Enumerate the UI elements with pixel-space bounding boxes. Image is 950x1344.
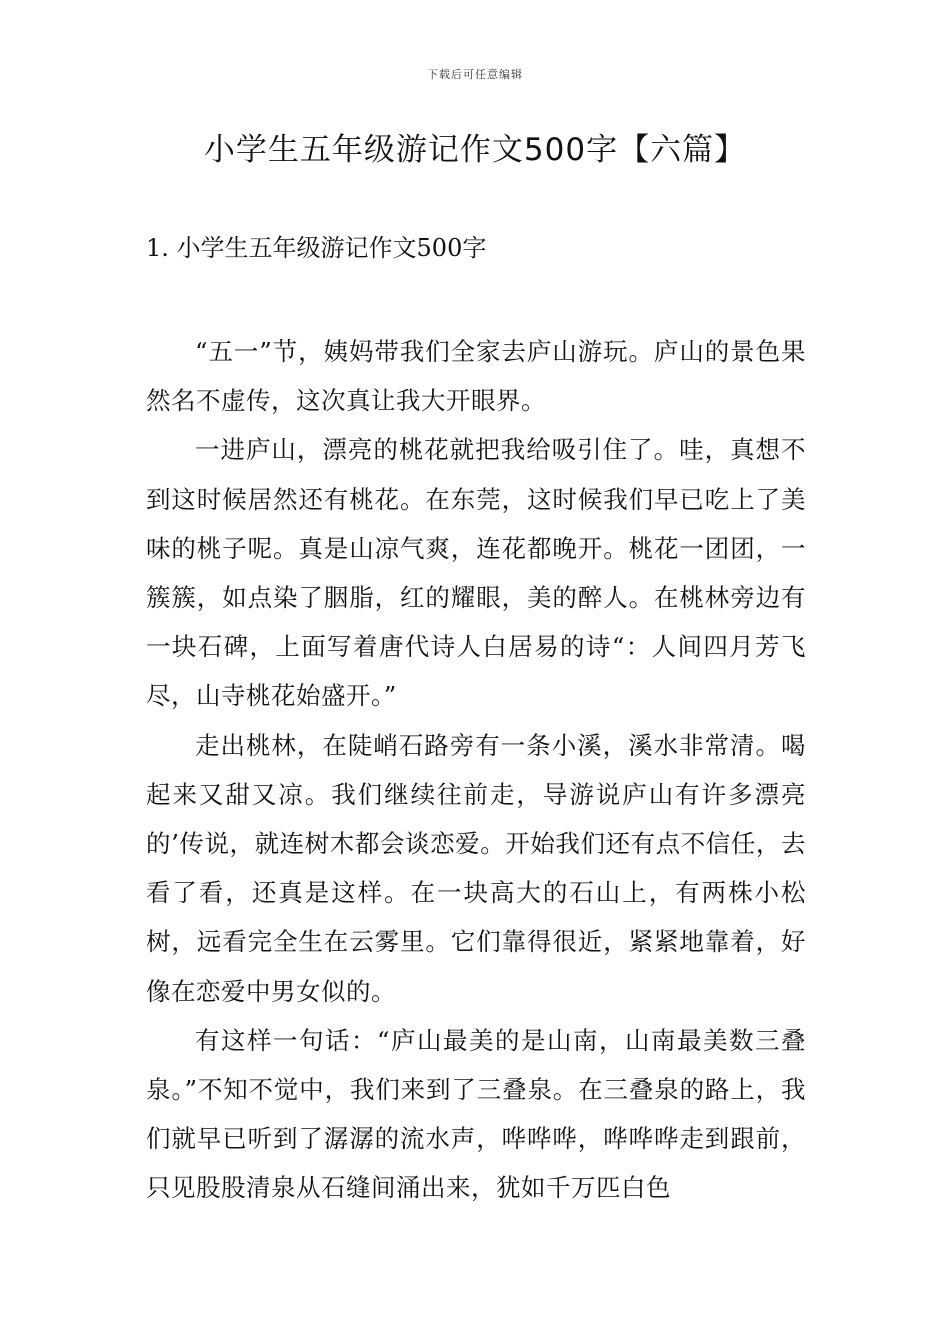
paragraph-3: 走出桃林，在陡峭石路旁有一条小溪，溪水非常清。喝起来又甜又凉。我们继续往前走，导游说庐山有许多漂亮的’传说，就连树木都会谈恋爱。开始我们还有点不信任，去看了看，还真是这样。在一块高大的石山上，有两株小松树，远看完全生在云雾里。它们靠得很近，紧紧地靠着，好像在恋爱中男女似的。	[146, 730, 806, 1006]
paragraph-1: “五一”节，姨妈带我们全家去庐山游玩。庐山的景色果然名不虚传，这次真让我大开眼界。	[146, 337, 806, 416]
page-title: 小学生五年级游记作文500字【六篇】	[203, 132, 747, 168]
header-note: 下载后可任意编辑	[427, 68, 523, 81]
article-body	[146, 327, 806, 1213]
section-heading: 1. 小学生五年级游记作文500字	[146, 234, 487, 262]
paragraph-4: 有这样一句话：“庐山最美的是山南，山南最美数三叠泉。”不知不觉中，我们来到了三叠泉。在三叠泉的路上，我们就早已听到了潺潺的流水声，哗哗哗，哗哗哗走到跟前，只见股股清泉从石缝间涌出来，犹如千万匹白色	[146, 1025, 806, 1203]
paragraph-2: 一进庐山，漂亮的桃花就把我给吸引住了。哇，真想不到这时候居然还有桃花。在东莞，这时候我们早已吃上了美味的桃子呢。真是山凉气爽，连花都晚开。桃花一团团，一簇簇，如点染了胭脂，红的耀眼，美的醉人。在桃林旁边有一块石碑，上面写着唐代诗人白居易的诗“：人间四月芳飞尽，山寺桃花始盛开。”	[146, 435, 806, 711]
